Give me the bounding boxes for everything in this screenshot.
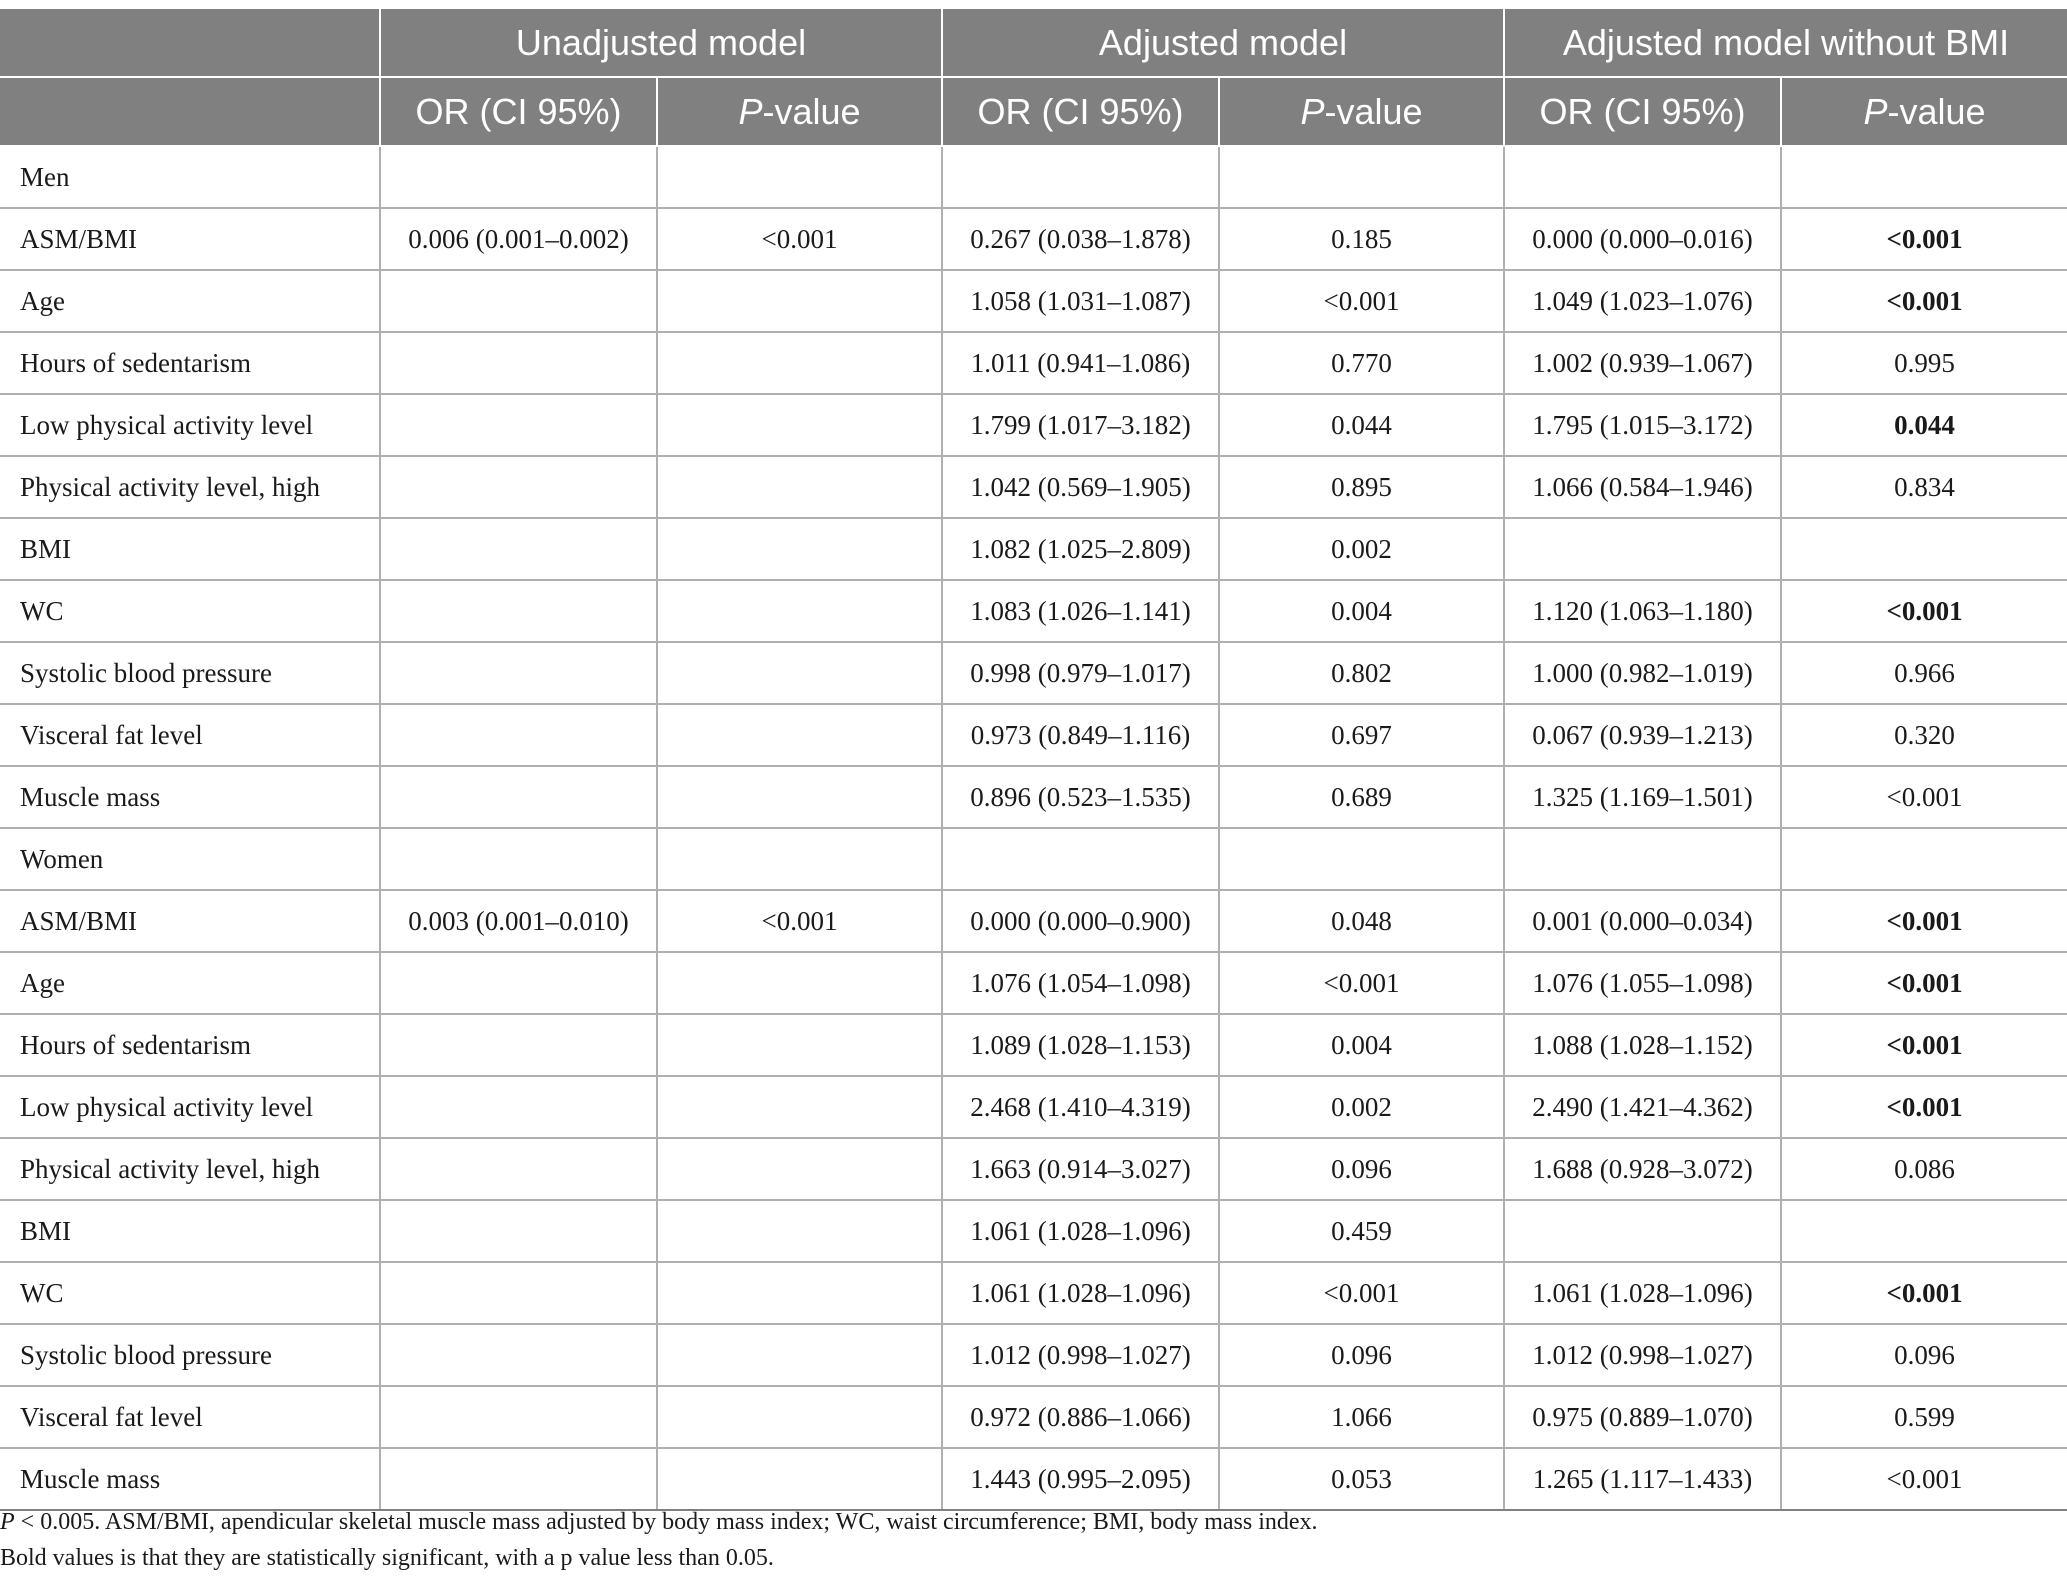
table-row [0, 766, 2067, 828]
or-ci-cell: 1.443 (0.995–2.095) [942, 1448, 1219, 1510]
row-label: Muscle mass [0, 1448, 380, 1510]
p-value-cell: 0.044 [1219, 394, 1504, 456]
or-ci-cell: 1.002 (0.939–1.067) [1504, 332, 1781, 394]
row-label: Low physical activity level [0, 394, 380, 456]
row-label: ASM/BMI [0, 208, 380, 270]
table-row [0, 1262, 2067, 1324]
p-value-cell [657, 704, 942, 766]
header-p-value: P-value [1219, 77, 1504, 146]
p-value-cell [657, 456, 942, 518]
or-ci-cell: 1.012 (0.998–1.027) [1504, 1324, 1781, 1386]
p-value-cell: 0.044 [1781, 394, 2067, 456]
or-ci-cell: 1.088 (1.028–1.152) [1504, 1014, 1781, 1076]
table-row [0, 642, 2067, 704]
or-ci-cell: 1.076 (1.055–1.098) [1504, 952, 1781, 1014]
or-ci-cell [380, 1448, 657, 1510]
p-value-cell [657, 1076, 942, 1138]
table-row [0, 332, 2067, 394]
p-value-cell: 0.002 [1219, 518, 1504, 580]
p-value-cell [657, 1014, 942, 1076]
or-ci-cell: 1.011 (0.941–1.086) [942, 332, 1219, 394]
table-row [0, 1138, 2067, 1200]
or-ci-cell [380, 1324, 657, 1386]
or-ci-cell [380, 704, 657, 766]
p-value-cell: 0.048 [1219, 890, 1504, 952]
row-label: Hours of sedentarism [0, 332, 380, 394]
or-ci-cell: 0.003 (0.001–0.010) [380, 890, 657, 952]
or-ci-cell [380, 518, 657, 580]
header-p-value: P-value [657, 77, 942, 146]
or-ci-cell: 0.896 (0.523–1.535) [942, 766, 1219, 828]
or-ci-cell: 1.049 (1.023–1.076) [1504, 270, 1781, 332]
or-ci-cell: 0.998 (0.979–1.017) [942, 642, 1219, 704]
p-value-cell: 0.966 [1781, 642, 2067, 704]
p-value-cell: <0.001 [1219, 952, 1504, 1014]
or-ci-cell: 1.012 (0.998–1.027) [942, 1324, 1219, 1386]
or-ci-cell: 1.061 (1.028–1.096) [942, 1200, 1219, 1262]
row-label: WC [0, 580, 380, 642]
p-value-cell [1219, 828, 1504, 890]
p-value-cell [657, 642, 942, 704]
or-ci-cell: 1.795 (1.015–3.172) [1504, 394, 1781, 456]
p-value-cell: 0.895 [1219, 456, 1504, 518]
table-row [0, 208, 2067, 270]
p-value-cell: 1.066 [1219, 1386, 1504, 1448]
p-value-cell: 0.002 [1219, 1076, 1504, 1138]
p-value-cell [657, 146, 942, 208]
header-or-ci: OR (CI 95%) [380, 77, 657, 146]
p-value-cell [657, 828, 942, 890]
table-row [0, 1014, 2067, 1076]
table-row [0, 456, 2067, 518]
p-value-cell: <0.001 [1781, 1448, 2067, 1510]
or-ci-cell [380, 952, 657, 1014]
row-label: Age [0, 270, 380, 332]
or-ci-cell: 2.490 (1.421–4.362) [1504, 1076, 1781, 1138]
p-value-cell: <0.001 [1781, 952, 2067, 1014]
p-value-cell [1781, 828, 2067, 890]
or-ci-cell [942, 828, 1219, 890]
row-label: BMI [0, 1200, 380, 1262]
or-ci-cell: 0.975 (0.889–1.070) [1504, 1386, 1781, 1448]
row-label: Physical activity level, high [0, 1138, 380, 1200]
footnote-1: P < 0.005. ASM/BMI, apendicular skeletal muscle mass adjusted by body mass index; WC, waist circumference; BMI, body mass index. [0, 1509, 1318, 1535]
results-table [0, 9, 2067, 1511]
p-value-cell [657, 394, 942, 456]
header-unadjusted-model: Unadjusted model [380, 9, 942, 77]
table-row [0, 1324, 2067, 1386]
row-label: BMI [0, 518, 380, 580]
or-ci-cell [380, 270, 657, 332]
p-value-cell: <0.001 [1781, 208, 2067, 270]
table-row [0, 394, 2067, 456]
table-row [0, 146, 2067, 208]
p-value-cell [657, 1200, 942, 1262]
table-row [0, 270, 2067, 332]
p-value-cell [657, 1448, 942, 1510]
header-or-ci: OR (CI 95%) [1504, 77, 1781, 146]
row-label: Age [0, 952, 380, 1014]
footnote-2: Bold values is that they are statistically significant, with a p value less than 0.05. [0, 1545, 774, 1571]
p-value-cell: <0.001 [1781, 766, 2067, 828]
or-ci-cell: 1.066 (0.584–1.946) [1504, 456, 1781, 518]
or-ci-cell: 0.267 (0.038–1.878) [942, 208, 1219, 270]
p-value-cell: <0.001 [1781, 270, 2067, 332]
p-value-cell [657, 952, 942, 1014]
table-row [0, 704, 2067, 766]
p-value-cell: 0.770 [1219, 332, 1504, 394]
table-row [0, 1076, 2067, 1138]
table-row [0, 518, 2067, 580]
p-value-cell: 0.004 [1219, 580, 1504, 642]
p-value-cell: <0.001 [1781, 1076, 2067, 1138]
p-value-cell: <0.001 [1781, 1014, 2067, 1076]
row-label: Low physical activity level [0, 1076, 380, 1138]
p-value-cell [1781, 518, 2067, 580]
or-ci-cell [380, 332, 657, 394]
header-or-ci: OR (CI 95%) [942, 77, 1219, 146]
p-value-cell: <0.001 [1219, 1262, 1504, 1324]
header-adjusted-model-without-bmi: Adjusted model without BMI [1504, 9, 2067, 77]
or-ci-cell [380, 1138, 657, 1200]
header-blank [0, 9, 380, 77]
row-label: Physical activity level, high [0, 456, 380, 518]
or-ci-cell [380, 642, 657, 704]
p-value-cell: 0.004 [1219, 1014, 1504, 1076]
row-label: Visceral fat level [0, 1386, 380, 1448]
or-ci-cell [1504, 146, 1781, 208]
p-value-cell: 0.689 [1219, 766, 1504, 828]
or-ci-cell: 1.120 (1.063–1.180) [1504, 580, 1781, 642]
or-ci-cell: 1.061 (1.028–1.096) [942, 1262, 1219, 1324]
p-value-cell [657, 580, 942, 642]
or-ci-cell [380, 1386, 657, 1448]
p-value-cell: 0.995 [1781, 332, 2067, 394]
table-row [0, 828, 2067, 890]
or-ci-cell: 0.000 (0.000–0.016) [1504, 208, 1781, 270]
table-row [0, 1200, 2067, 1262]
table-body [0, 146, 2067, 1510]
or-ci-cell: 1.663 (0.914–3.027) [942, 1138, 1219, 1200]
p-value-cell: <0.001 [657, 208, 942, 270]
p-value-cell: 0.459 [1219, 1200, 1504, 1262]
or-ci-cell [380, 1262, 657, 1324]
or-ci-cell: 1.325 (1.169–1.501) [1504, 766, 1781, 828]
p-value-cell: 0.053 [1219, 1448, 1504, 1510]
or-ci-cell: 0.006 (0.001–0.002) [380, 208, 657, 270]
or-ci-cell: 0.067 (0.939–1.213) [1504, 704, 1781, 766]
table-footnotes [0, 1504, 1318, 1576]
header-adjusted-model: Adjusted model [942, 9, 1504, 77]
or-ci-cell [380, 828, 657, 890]
or-ci-cell [942, 146, 1219, 208]
header-group-row [0, 9, 2067, 77]
p-value-cell [657, 1324, 942, 1386]
or-ci-cell: 1.265 (1.117–1.433) [1504, 1448, 1781, 1510]
or-ci-cell: 1.082 (1.025–2.809) [942, 518, 1219, 580]
table-row [0, 890, 2067, 952]
p-value-cell: <0.001 [1781, 580, 2067, 642]
p-value-cell: <0.001 [657, 890, 942, 952]
p-value-cell: 0.096 [1219, 1138, 1504, 1200]
p-value-cell: <0.001 [1781, 890, 2067, 952]
or-ci-cell [380, 146, 657, 208]
table-row [0, 580, 2067, 642]
or-ci-cell: 1.042 (0.569–1.905) [942, 456, 1219, 518]
row-label: Systolic blood pressure [0, 1324, 380, 1386]
or-ci-cell: 0.973 (0.849–1.116) [942, 704, 1219, 766]
p-value-cell [1781, 1200, 2067, 1262]
header-sub-row [0, 77, 2067, 146]
or-ci-cell: 1.083 (1.026–1.141) [942, 580, 1219, 642]
p-value-cell: 0.096 [1219, 1324, 1504, 1386]
or-ci-cell [380, 394, 657, 456]
p-value-cell [657, 1262, 942, 1324]
header-p-value: P-value [1781, 77, 2067, 146]
or-ci-cell [380, 766, 657, 828]
or-ci-cell [380, 1014, 657, 1076]
or-ci-cell [1504, 518, 1781, 580]
or-ci-cell: 1.061 (1.028–1.096) [1504, 1262, 1781, 1324]
or-ci-cell: 0.972 (0.886–1.066) [942, 1386, 1219, 1448]
or-ci-cell [1504, 828, 1781, 890]
or-ci-cell [380, 1200, 657, 1262]
or-ci-cell [380, 456, 657, 518]
p-value-cell [657, 1138, 942, 1200]
or-ci-cell [380, 1076, 657, 1138]
p-value-cell [657, 332, 942, 394]
p-value-cell [657, 1386, 942, 1448]
or-ci-cell [1504, 1200, 1781, 1262]
or-ci-cell: 1.076 (1.054–1.098) [942, 952, 1219, 1014]
p-value-cell: 0.185 [1219, 208, 1504, 270]
or-ci-cell: 1.058 (1.031–1.087) [942, 270, 1219, 332]
p-value-cell: 0.697 [1219, 704, 1504, 766]
or-ci-cell: 0.001 (0.000–0.034) [1504, 890, 1781, 952]
or-ci-cell: 1.799 (1.017–3.182) [942, 394, 1219, 456]
row-label: Systolic blood pressure [0, 642, 380, 704]
table-row [0, 1448, 2067, 1510]
row-label: Visceral fat level [0, 704, 380, 766]
row-label: Muscle mass [0, 766, 380, 828]
p-value-cell: 0.802 [1219, 642, 1504, 704]
p-value-cell: 0.320 [1781, 704, 2067, 766]
row-label: Women [0, 828, 380, 890]
p-value-cell [657, 518, 942, 580]
table-row [0, 1386, 2067, 1448]
or-ci-cell: 1.000 (0.982–1.019) [1504, 642, 1781, 704]
p-value-cell: 0.096 [1781, 1324, 2067, 1386]
or-ci-cell: 1.089 (1.028–1.153) [942, 1014, 1219, 1076]
p-value-cell [657, 270, 942, 332]
row-label: WC [0, 1262, 380, 1324]
table-row [0, 952, 2067, 1014]
or-ci-cell: 0.000 (0.000–0.900) [942, 890, 1219, 952]
header-blank-sub [0, 77, 380, 146]
p-value-cell: 0.599 [1781, 1386, 2067, 1448]
p-value-cell: 0.834 [1781, 456, 2067, 518]
p-value-cell: 0.086 [1781, 1138, 2067, 1200]
p-value-cell [657, 766, 942, 828]
row-label: ASM/BMI [0, 890, 380, 952]
p-value-cell [1781, 146, 2067, 208]
p-value-cell [1219, 146, 1504, 208]
or-ci-cell: 1.688 (0.928–3.072) [1504, 1138, 1781, 1200]
or-ci-cell [380, 580, 657, 642]
row-label: Men [0, 146, 380, 208]
or-ci-cell: 2.468 (1.410–4.319) [942, 1076, 1219, 1138]
p-value-cell: <0.001 [1219, 270, 1504, 332]
row-label: Hours of sedentarism [0, 1014, 380, 1076]
p-value-cell: <0.001 [1781, 1262, 2067, 1324]
